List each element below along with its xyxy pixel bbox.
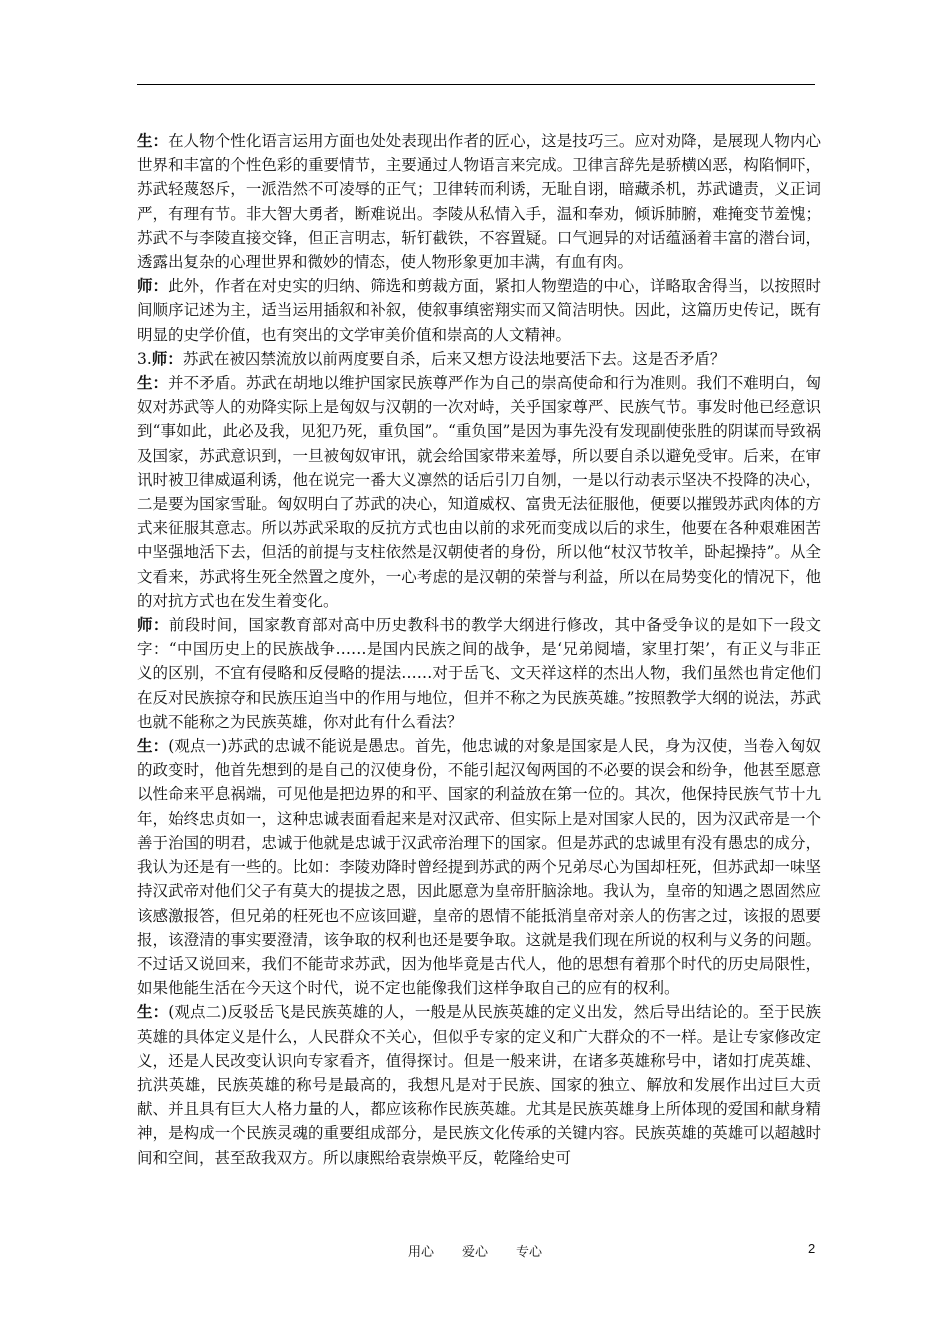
speaker-label: 生： — [137, 373, 169, 393]
paragraph — [137, 274, 821, 347]
speaker-label: 生： — [137, 131, 169, 150]
footer-word: 专心 — [516, 1245, 543, 1260]
speaker-label: 师： — [151, 348, 183, 368]
speaker-label: 生： — [137, 1002, 169, 1022]
paragraph — [137, 613, 821, 734]
document-body — [137, 129, 821, 1170]
page-number: 2 — [808, 1241, 816, 1256]
speaker-label: 师： — [137, 615, 169, 635]
paragraph-text: (观点一)苏武的忠诚不能说是愚忠。首先，他忠诚的对象是国家是人民，身为汉使，当卷入匈奴的政变时，他首先想到的是自己的汉使身份，不能引起汉匈两国的不必要的误会和纷争，他甚至愿意以性命来平息祸端，可见他是把边界的和平、国家的利益放在第一位的。其次，他保持民族气节十九年，始终忠贞如一，这种忠诚表面看起来是对汉武帝、但实际上是对国家人民的，因为汉武帝是一个善于治国的明君，忠诚于他就是忠诚于汉武帝治理下的国家。但是苏武的忠诚里有没有愚忠的成分，我认为还是有一些的。比如：李陵劝降时曾经提到苏武的两个兄弟尽心为国却枉死，但苏武却一味坚持汉武帝对他们父子有莫大的提拔之恩，因此愿意为皇帝肝脑涂地。我认为，皇帝的知遇之恩固然应该感激报答，但兄弟的枉死也不应该回避，皇帝的恩情不能抵消皇帝对亲人的伤害之过，该报的恩要报，该澄清的事实要澄清，该争取的权利也还是要争取。这就是我们现在所说的权利与义务的问题。不过话又说回来，我们不能苛求苏武，因为他毕竟是古代人，他的思想有着那个时代的历史局限性，如果他能生活在今天这个时代，说不定也能像我们这样争取自己的应有的权利。 — [137, 737, 821, 998]
paragraph — [137, 347, 821, 371]
header-rule — [137, 84, 815, 85]
paragraph — [137, 371, 821, 613]
paragraph — [137, 129, 821, 274]
question-number: 3. — [137, 349, 152, 368]
paragraph-text: 此外，作者在对史实的归纳、筛选和剪裁方面，紧扣人物塑造的中心，详略取舍得当，以按照时间顺序记述为主，适当运用插叙和补叙，使叙事缜密翔实而又简洁明快。因此，这篇历史传记，既有明显的史学价值，也有突出的文学审美价值和崇高的人文精神。 — [137, 277, 821, 344]
footer-word: 用心 — [407, 1245, 434, 1260]
paragraph-text: 前段时间，国家教育部对高中历史教科书的教学大纲进行修改，其中备受争议的是如下一段文字：“中国历史上的民族战争……是国内民族之间的战争，是‘兄弟阋墙，家里打架’，有正义与非正义的区别，不宜有侵略和反侵略的提法……对于岳飞、文天祥这样的杰出人物，我们虽然也肯定他们在反对民族掠夺和民族压迫当中的作用与地位，但并不称之为民族英雄。”按照教学大纲的说法，苏武也就不能称之为民族英雄，你对此有什么看法？ — [137, 616, 821, 731]
paragraph-text: (观点二)反驳岳飞是民族英雄的人，一般是从民族英雄的定义出发，然后导出结论的。至于民族英雄的具体定义是什么，人民群众不关心，但似乎专家的定义和广大群众的不一样。是让专家修改定义，还是人民改变认识向专家看齐，值得探讨。但是一般来讲，在诸多英雄称号中，诸如打虎英雄、抗洪英雄，民族英雄的称号是最高的，我想凡是对于民族、国家的独立、解放和发展作出过巨大贡献、并且具有巨大人格力量的人，都应该称作民族英雄。尤其是民族英雄身上所体现的爱国和献身精神，是构成一个民族灵魂的重要组成部分，是民族文化传承的关键内容。民族英雄的英雄可以超越时间和空间，甚至敌我双方。所以康熙给袁崇焕平反，乾隆给史可 — [137, 1003, 821, 1167]
footer-word: 爱心 — [461, 1245, 488, 1260]
paragraph-text: 并不矛盾。苏武在胡地以维护国家民族尊严作为自己的崇高使命和行为准则。我们不难明白，匈奴对苏武等人的劝降实际上是匈奴与汉朝的一次对峙，关乎国家尊严、民族气节。事发时他已经意识到“事如此，此必及我，见犯乃死，重负国”。“重负国”是因为事先没有发现副使张胜的阴谋而导致祸及国家，苏武意识到，一旦被匈奴审讯，就会给国家带来羞辱，所以要自杀以避免受审。后来，在审讯时被卫律威逼利诱，他在说完一番大义凛然的话后引刀自刎，一是以行动表示坚决不投降的决心，二是要为国家雪耻。匈奴明白了苏武的决心，知道威权、富贵无法征服他，便要以摧毁苏武肉体的方式来征服其意志。所以苏武采取的反抗方式也由以前的求死而变成以后的求生，他要在各种艰难困苦中坚强地活下去，但活的前提与支柱依然是汉朝使者的身份，所以他“杖汉节牧羊，卧起操持”。从全文看来，苏武将生死全然置之度外，一心考虑的是汉朝的荣誉与利益，所以在局势变化的情况下，他的对抗方式也在发生着变化。 — [137, 374, 821, 610]
paragraph-text: 苏武在被囚禁流放以前两度要自杀，后来又想方设法地要活下去。这是否矛盾？ — [182, 349, 726, 368]
paragraph-text: 在人物个性化语言运用方面也处处表现出作者的匠心，这是技巧三。应对劝降，是展现人物内心世界和丰富的个性色彩的重要情节，主要通过人物语言来完成。卫律言辞先是骄横凶恶，构陷恫吓，苏武轻蔑怒斥，一派浩然不可凌辱的正气；卫律转而利诱，无耻自诩，暗藏杀机，苏武谴责，义正词严，有理有节。非大智大勇者，断难说出。李陵从私情入手，温和奉劝，倾诉肺腑，难掩变节羞愧；苏武不与李陵直接交锋，但正言明志，斩钉截铁，不容置疑。口气迥异的对话蕴涵着丰富的潜台词，透露出复杂的心理世界和微妙的情态，使人物形象更加丰满，有血有肉。 — [137, 132, 821, 272]
paragraph — [137, 734, 821, 1000]
speaker-label: 生： — [137, 736, 169, 756]
speaker-label: 师： — [137, 276, 169, 296]
paragraph — [137, 1000, 821, 1169]
